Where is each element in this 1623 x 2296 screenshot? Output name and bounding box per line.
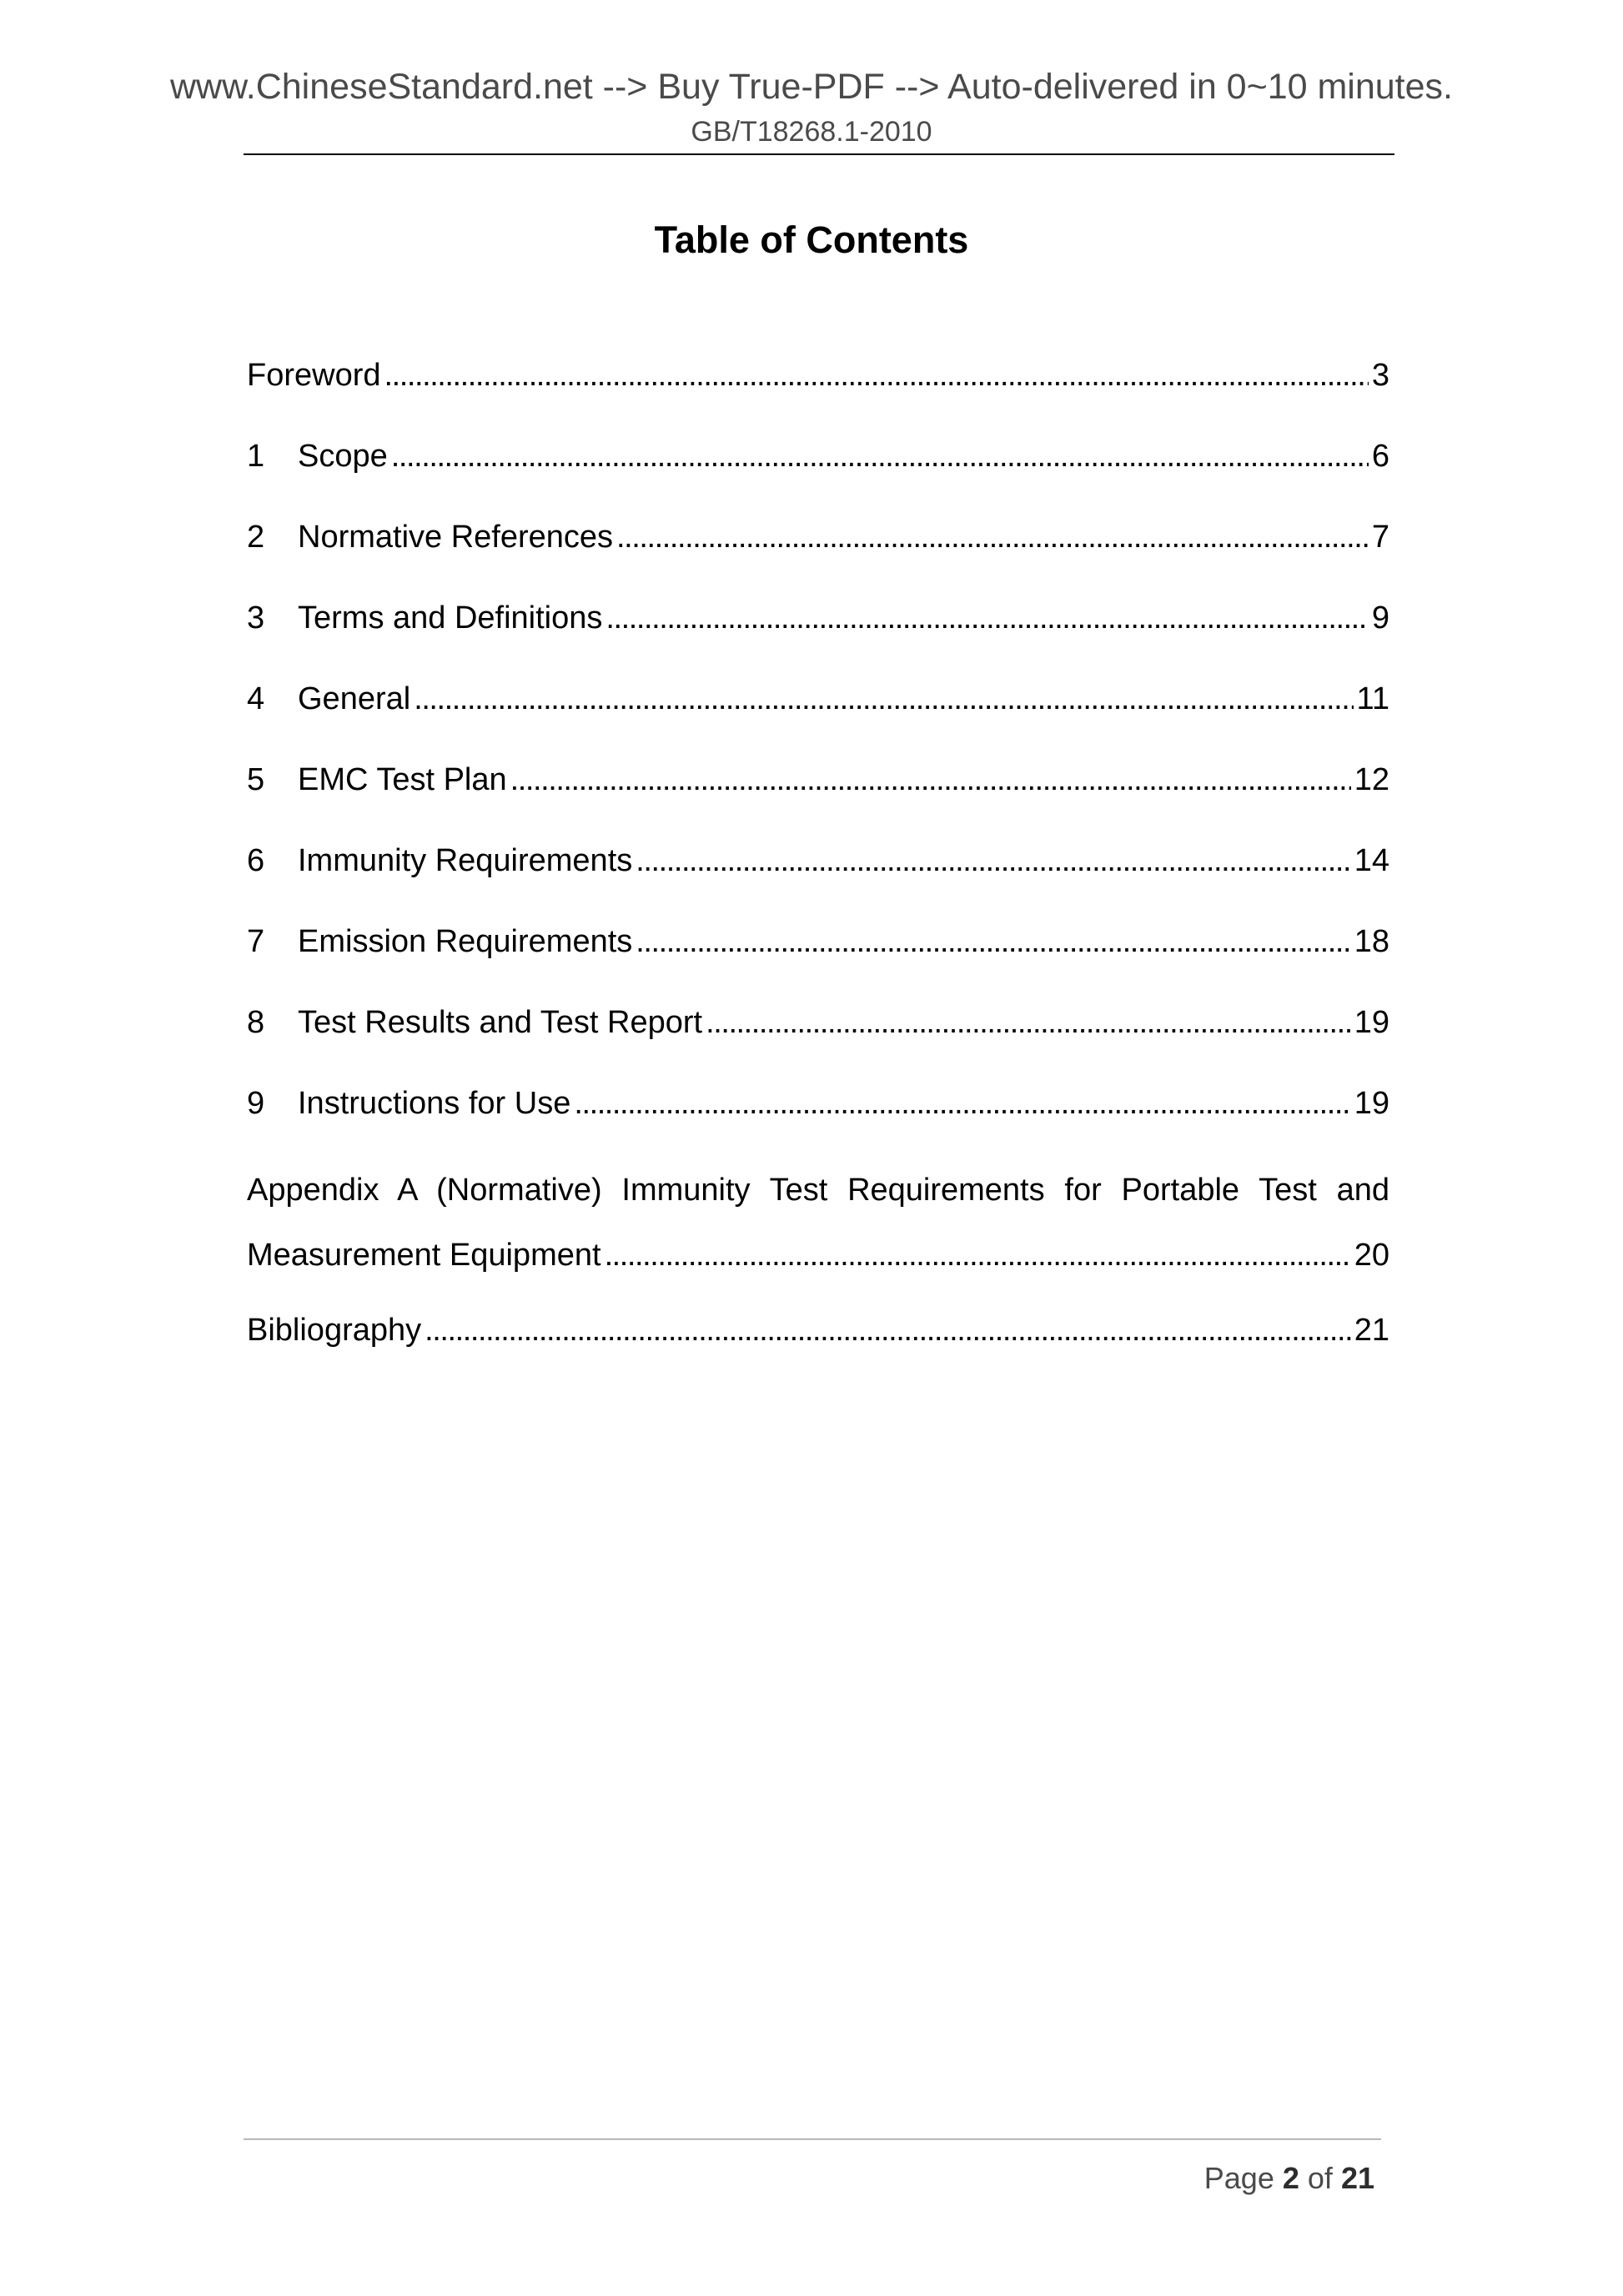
dot-leader (425, 1304, 1351, 1357)
dot-leader (510, 753, 1351, 806)
toc-entry-number: 1 (247, 439, 265, 474)
toc-entry[interactable] (247, 349, 1389, 430)
dot-leader (574, 1077, 1350, 1130)
table-of-contents (247, 349, 1389, 1384)
toc-entry-label: Terms and Definitions (298, 600, 603, 636)
toc-entry[interactable] (247, 753, 1389, 834)
toc-entry-label: Foreword (247, 358, 381, 393)
toc-entry-page: 3 (1371, 358, 1389, 393)
toc-entry-label: Scope (298, 439, 388, 474)
header-divider (244, 153, 1394, 155)
toc-entry[interactable] (247, 430, 1389, 510)
site-banner: www.ChineseStandard.net --> Buy True-PDF --> Auto-delivered in 0~10 minutes. (169, 67, 1453, 107)
toc-entry-label: EMC Test Plan (298, 762, 507, 797)
toc-entry-number: 3 (247, 600, 265, 636)
dot-leader (605, 591, 1368, 645)
toc-entry-label: Instructions for Use (298, 1086, 571, 1121)
toc-entry-label: Emission Requirements (298, 924, 633, 959)
toc-entry[interactable] (247, 1077, 1389, 1158)
toc-entry-number: 8 (247, 1005, 265, 1040)
toc-entry-appendix-a[interactable] (247, 1158, 1389, 1304)
page-title: Table of Contents (654, 219, 969, 261)
toc-entry-page: 11 (1356, 681, 1389, 716)
toc-entry[interactable] (247, 672, 1389, 753)
toc-entry-label: Measurement Equipment (247, 1238, 601, 1273)
dot-leader (636, 915, 1350, 968)
toc-entry-label: Immunity Requirements (298, 843, 633, 878)
toc-entry-label: Bibliography (247, 1313, 422, 1348)
page-number (1204, 2160, 1374, 2197)
toc-entry-number: 6 (247, 843, 265, 878)
toc-entry-appendix-line2 (247, 1223, 1389, 1288)
dot-leader (414, 672, 1353, 726)
toc-entry-list (247, 349, 1389, 1158)
toc-entry-page: 19 (1354, 1005, 1389, 1040)
toc-entry[interactable] (247, 591, 1389, 672)
toc-entry-page: 19 (1354, 1086, 1389, 1121)
dot-leader (616, 510, 1369, 564)
dot-leader (636, 834, 1350, 887)
toc-entry-number: 4 (247, 681, 265, 716)
toc-entry-page: 21 (1354, 1313, 1389, 1348)
toc-entry-number: 9 (247, 1086, 265, 1121)
toc-entry-number: 5 (247, 762, 265, 797)
toc-entry-appendix-line1: Appendix A (Normative) Immunity Test Requirements for Portable Test and (247, 1173, 1389, 1208)
of-word: of (1307, 2161, 1333, 2195)
page-word: Page (1203, 2161, 1274, 2195)
toc-entry-page: 9 (1371, 600, 1389, 636)
document-code: GB/T18268.1-2010 (691, 116, 932, 148)
current-page: 2 (1282, 2161, 1299, 2195)
toc-entry[interactable] (247, 834, 1389, 915)
dot-leader (605, 1223, 1351, 1288)
toc-entry-page: 6 (1371, 439, 1389, 474)
toc-entry-page: 7 (1371, 520, 1389, 555)
toc-entry-number: 2 (247, 520, 265, 555)
toc-entry-page: 20 (1354, 1238, 1389, 1273)
toc-entry[interactable] (247, 996, 1389, 1077)
dot-leader (391, 430, 1369, 483)
toc-entry-number: 7 (247, 924, 265, 959)
toc-entry-label: Normative References (298, 520, 614, 555)
toc-entry[interactable] (247, 510, 1389, 591)
toc-entry-label: General (298, 681, 411, 716)
toc-entry-page: 12 (1354, 762, 1389, 797)
total-pages: 21 (1340, 2161, 1374, 2195)
dot-leader (384, 349, 1369, 402)
dot-leader (706, 996, 1351, 1049)
footer-divider (244, 2138, 1381, 2140)
toc-entry-page: 18 (1354, 924, 1389, 959)
toc-entry-bibliography[interactable] (247, 1304, 1389, 1384)
toc-entry-page: 14 (1354, 843, 1389, 878)
toc-entry-label: Test Results and Test Report (298, 1005, 703, 1040)
toc-entry[interactable] (247, 915, 1389, 996)
